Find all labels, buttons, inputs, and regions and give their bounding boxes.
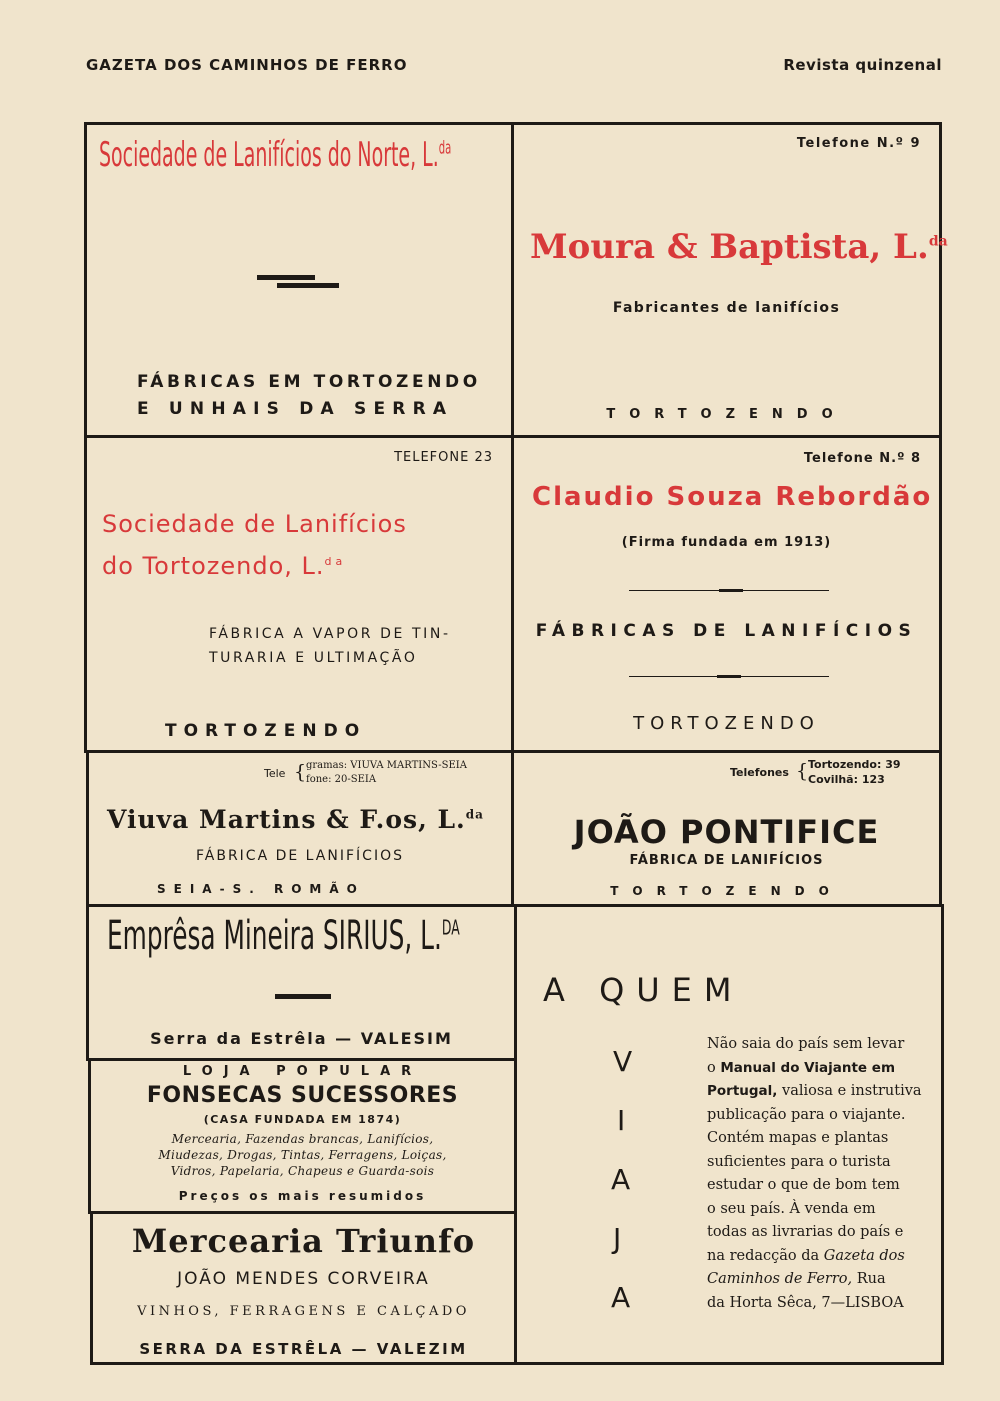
company-name: Emprêsa Mineira SIRIUS, L.$^{DA}$	[107, 913, 460, 959]
factories-line: FÁBRICAS EM TORTOZENDO	[137, 372, 481, 392]
company-name: Claudio Souza Rebordão	[532, 482, 933, 512]
factory-description: FÁBRICA DE LANIFÍCIOS	[196, 848, 404, 864]
magazine-frequency: Revista quinzenal	[783, 56, 942, 74]
company-name: Moura & Baptista, L.$^{da}$	[530, 227, 948, 267]
factory-description: FÁBRICA A VAPOR DE TIN-	[209, 626, 451, 642]
decorative-rule	[719, 589, 743, 592]
town: SEIA-S. ROMÃO	[157, 882, 365, 896]
location: Serra da Estrêla — VALESIM	[150, 1029, 453, 1048]
factories-line: E UNHAIS DA SERRA	[137, 399, 454, 419]
ad-moura-baptista	[511, 122, 948, 438]
vertical-letter: A	[611, 1163, 631, 1196]
factory-description: TURARIA E ULTIMAÇÃO	[209, 650, 418, 666]
company-name: Mercearia Triunfo	[131, 1222, 476, 1260]
phone-number: fone: 20-SEIA	[306, 774, 377, 785]
company-name: Viuva Martins & F.os, L.$^{da}$	[107, 805, 484, 834]
phone-tortozendo: Tortozendo: 39	[808, 758, 901, 771]
body-line: Portugal, valiosa e instrutiva	[707, 1083, 922, 1099]
decorative-rule	[275, 994, 331, 999]
phone-number: Telefone N.º 8	[803, 451, 921, 466]
magazine-title: GAZETA DOS CAMINHOS DE FERRO	[86, 56, 408, 74]
goods-list: Miudezas, Drogas, Tintas, Ferragens, Loiças,	[158, 1148, 447, 1162]
body-line: Não saia do país sem levar	[707, 1036, 905, 1052]
phone-number: TELEFONE 23	[394, 450, 493, 465]
company-name: FONSECAS SUCESSORES	[146, 1083, 459, 1108]
body-line: estudar o que de bom tem	[707, 1177, 900, 1193]
body-line: o Manual do Viajante em	[707, 1059, 896, 1076]
body-line: da Horta Sêca, 7—LISBOA	[707, 1294, 904, 1311]
body-text	[707, 1033, 929, 1315]
company-name-line2: do Tortozendo, L.$^{da}$	[102, 552, 347, 580]
phones-label: Telefones	[730, 766, 789, 779]
telegram-address: gramas: VIUVA MARTINS-SEIA	[306, 760, 467, 771]
vertical-letter: A	[611, 1281, 631, 1314]
town: TORTOZENDO	[606, 407, 847, 422]
ad-fonsecas-sucessores	[88, 1058, 517, 1214]
body-line: Contém mapas e plantas	[707, 1130, 889, 1146]
vertical-letter: J	[613, 1222, 622, 1255]
vertical-letter: I	[617, 1104, 626, 1137]
ad-lanificios-tortozendo	[84, 435, 514, 753]
goods-list: Vidros, Papelaria, Chapeus e Guarda-sois	[170, 1164, 435, 1178]
ad-lanificios-norte	[84, 122, 514, 438]
body-line: o seu país. À venda em	[707, 1200, 876, 1217]
ad-joao-pontifice	[511, 750, 942, 907]
prices-note: Preços os mais resumidos	[178, 1189, 427, 1203]
store-label: LOJA POPULAR	[182, 1064, 423, 1079]
founding-note: (CASA FUNDADA EM 1874)	[203, 1113, 402, 1126]
body-line: publicação para o viajante.	[707, 1106, 906, 1123]
tagline: Fabricantes de lanifícios	[612, 300, 841, 316]
tele-prefix: Tele	[264, 767, 286, 780]
ad-manual-do-viajante	[514, 904, 944, 1365]
town: TORTOZENDO	[633, 713, 820, 734]
decorative-rule	[257, 275, 315, 280]
body-line: suficientes para o turista	[707, 1153, 891, 1170]
town: TORTOZENDO	[165, 721, 367, 741]
founding-note: (Firma fundada em 1913)	[621, 535, 832, 550]
vertical-letter: V	[613, 1045, 633, 1078]
phone-covilha: Covilhã: 123	[808, 773, 885, 786]
company-name: Sociedade de Lanifícios do Norte, L.$^{da}$	[99, 135, 452, 175]
brace-icon: {	[294, 761, 307, 783]
ad-empresa-mineira-sirius	[86, 904, 517, 1061]
body-line: Caminhos de Ferro, Rua	[707, 1271, 886, 1287]
brace-icon: {	[796, 760, 809, 782]
goods-list: Mercearia, Fazendas brancas, Lanifícios,	[171, 1132, 434, 1146]
company-name-line1: Sociedade de Lanifícios	[102, 510, 407, 538]
ad-viuva-martins	[86, 750, 514, 907]
location: SERRA DA ESTRÊLA — VALEZIM	[139, 1340, 468, 1358]
body-line: todas as livrarias do país e	[707, 1224, 904, 1240]
decorative-rule	[717, 675, 741, 678]
ad-mercearia-triunfo	[90, 1211, 517, 1365]
town: TORTOZENDO	[610, 884, 843, 898]
decorative-rule	[277, 283, 339, 288]
phone-number: Telefone N.º 9	[796, 136, 921, 151]
body-line: na redacção da Gazeta dos	[707, 1247, 905, 1264]
factory-description: FÁBRICAS DE LANIFÍCIOS	[535, 621, 918, 641]
company-name: JOÃO PONTIFICE	[573, 813, 880, 851]
headline: A QUEM	[543, 971, 744, 1009]
ad-claudio-souza-rebordao	[511, 435, 942, 753]
factory-description: FÁBRICA DE LANIFÍCIOS	[629, 853, 824, 868]
owner-name: JOÃO MENDES CORVEIRA	[177, 1269, 430, 1289]
goods-list: VINHOS, FERRAGENS E CALÇADO	[137, 1304, 470, 1319]
